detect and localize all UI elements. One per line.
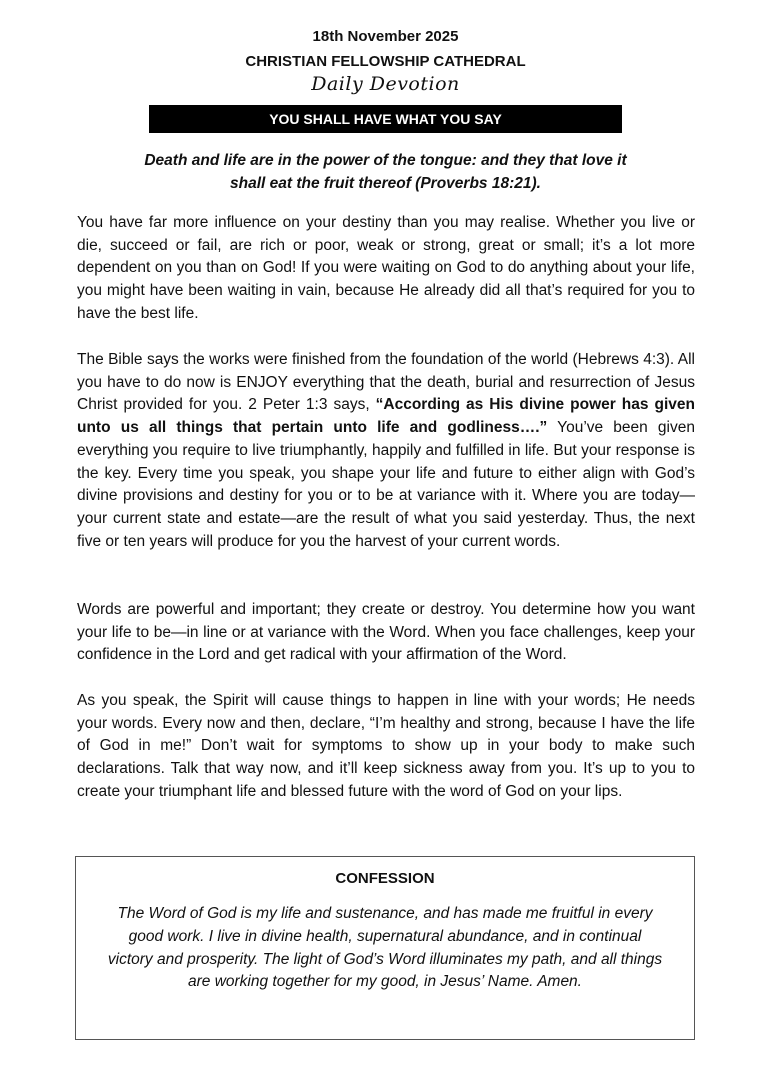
scripture-line-2: shall eat the fruit thereof (Proverbs 18:21). — [230, 175, 541, 192]
devotion-title-bar — [149, 105, 622, 133]
paragraph-2 — [77, 349, 695, 553]
devotion-title: YOU SHALL HAVE WHAT YOU SAY — [269, 111, 502, 127]
devotion-date: 18th November 2025 — [312, 28, 459, 45]
paragraph-2-intro: The Bible says the works were finished from the foundation of the world (Hebrews 4:3). All you have to do now is ENJOY everything that the death, burial and resurrection of Jesus Christ provided for you. 2 Peter 1:3 says, — [77, 351, 695, 414]
scripture-line-1: Death and life are in the power of the tongue: and they that love it — [144, 152, 627, 169]
paragraph-1: You have far more influence on your destiny than you may realise. Whether you live or die, succeed or fail, are rich or poor, weak or strong, great or small; it’s a lot more dependent on you than on God! If you were waiting on God to do anything about your life, you might have been waiting in vain, because He already did all that’s required for you to have the best life. — [77, 214, 695, 322]
confession-text: The Word of God is my life and sustenance, and has made me fruitful in every good work. I live in divine health, supernatural abundance, and in continual victory and prosperity. The light of God’s Word illuminates my path, and all things are working together for my good, in Jesus’ Name. Amen. — [107, 905, 663, 991]
paragraph-2-rest: You’ve been given everything you require to live triumphantly, happily and fulfilled in life. But your response is the key. Every time you speak, you shape your life and future to either align with God’s divine provisions and destiny for you or to be at variance with it. Where you are today—your current state and estate—are the result of what you said yesterday. Thus, the next five or ten years will produce for you the harvest of your current words. — [77, 419, 695, 550]
scripture-quote — [80, 149, 691, 195]
paragraph-3: Words are powerful and important; they create or destroy. You determine how you want your life to be—in line or at variance with the Word. When you face challenges, keep your confidence in the Lord and get radical with your affirmation of the Word. — [77, 601, 695, 664]
confession-box — [75, 856, 695, 1040]
paragraph-4: As you speak, the Spirit will cause things to happen in line with your words; He needs your words. Every now and then, declare, “I’m healthy and strong, because I have the life of God in me!” Don’t wait for symptoms to show up in your body to make such declarations. Talk that way now, and it’ll keep sickness away from you. It’s up to you to create your triumphant life and blessed future with the word of God on your lips. — [77, 692, 695, 800]
confession-title: CONFESSION — [335, 870, 435, 887]
paragraph-2-quote: “According as His divine power has given unto us all things that pertain unto life and godliness….” — [77, 396, 695, 437]
organization-name: CHRISTIAN FELLOWSHIP CATHEDRAL — [245, 53, 526, 70]
devotion-subtitle: Daily Devotion — [311, 73, 460, 95]
